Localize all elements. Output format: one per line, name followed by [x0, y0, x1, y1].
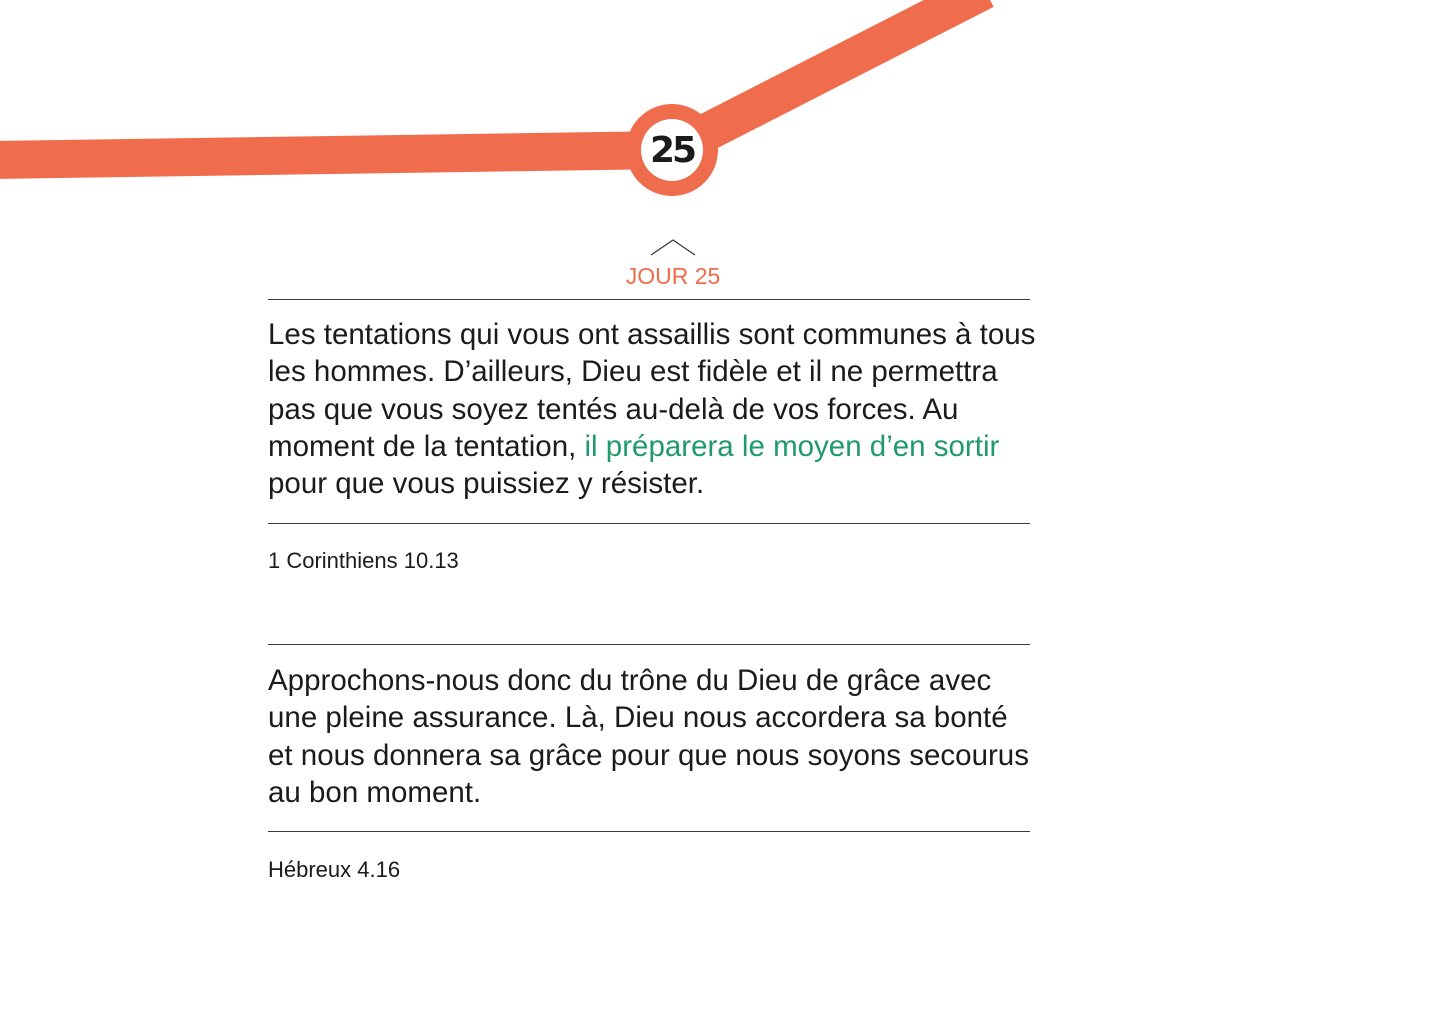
verse-reference: Hébreux 4.16 [268, 857, 401, 882]
verse-text [268, 316, 1038, 502]
divider [268, 523, 1030, 524]
day-label: JOUR 25 [625, 263, 721, 289]
verse-text-part: Les tentations qui vous ont assaillis sont communes à tous les hommes. D’ailleurs, Dieu est fidèle et il ne permettra pas que vous soyez tentés au-delà de vos forces. Au moment de la tentation, [268, 318, 1036, 463]
verse-highlight: il préparera le moyen d’en sortir [584, 429, 1000, 463]
divider [268, 831, 1030, 832]
day-badge-number: 25 [649, 129, 695, 171]
verse-reference: 1 Corinthiens 10.13 [268, 548, 459, 573]
chevron-up-icon [650, 238, 696, 256]
divider [268, 644, 1030, 645]
route-line [0, 0, 1445, 230]
verse-text: Approchons-nous donc du trône du Dieu de grâce avec une pleine assurance. Là, Dieu nous accordera sa bonté et nous donnera sa grâce pour que nous soyons secourus au bon moment. [268, 664, 1029, 809]
verse-text-part: pour que vous puissiez y résister. [268, 467, 705, 501]
divider [268, 299, 1030, 300]
